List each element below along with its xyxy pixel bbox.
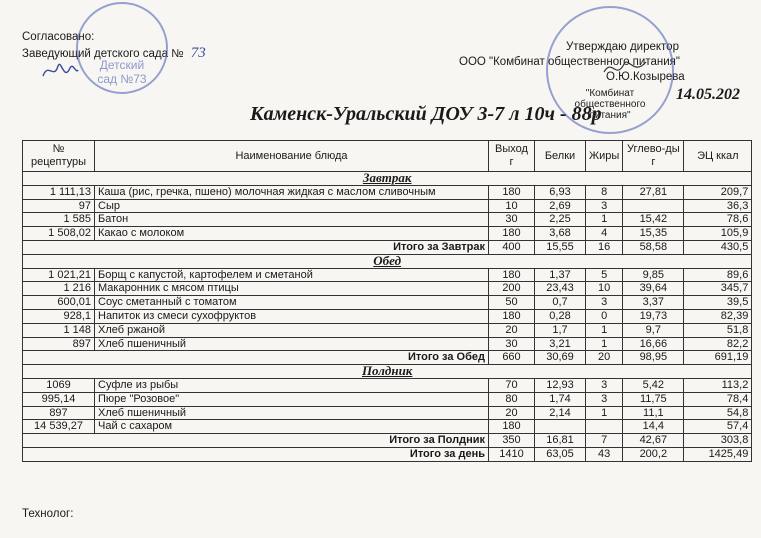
dish-output: 80 bbox=[489, 392, 535, 406]
total-kcal: 430,5 bbox=[684, 240, 752, 254]
dish-output: 180 bbox=[489, 420, 535, 434]
recipe-code: 1 021,21 bbox=[23, 268, 95, 282]
col-fats: Жиры bbox=[586, 141, 623, 172]
total-output: 350 bbox=[489, 434, 535, 448]
dish-output: 20 bbox=[489, 406, 535, 420]
day-total-output: 1410 bbox=[489, 447, 535, 461]
dish-output: 180 bbox=[489, 227, 535, 241]
dish-carbs: 5,42 bbox=[623, 378, 684, 392]
recipe-code: 897 bbox=[23, 337, 95, 351]
dish-fats: 1 bbox=[586, 337, 623, 351]
dish-kcal: 82,2 bbox=[684, 337, 752, 351]
recipe-code: 1069 bbox=[23, 378, 95, 392]
dish-name: Какао с молоком bbox=[95, 227, 489, 241]
stamp-text-5: питания" bbox=[589, 110, 631, 121]
table-row bbox=[23, 185, 752, 199]
company-name: ООО "Комбинат общественного питания" bbox=[459, 56, 680, 68]
dish-output: 20 bbox=[489, 323, 535, 337]
dish-fats: 3 bbox=[586, 378, 623, 392]
dish-proteins: 1,7 bbox=[535, 323, 586, 337]
dish-output: 30 bbox=[489, 213, 535, 227]
dish-kcal: 89,6 bbox=[684, 268, 752, 282]
section-header-snack bbox=[23, 365, 752, 379]
menu-table bbox=[22, 140, 752, 462]
director-name: О.Ю.Козырева bbox=[606, 71, 685, 83]
dish-fats: 5 bbox=[586, 268, 623, 282]
total-label: Итого за Полдник bbox=[23, 434, 489, 448]
dish-carbs: 3,37 bbox=[623, 296, 684, 310]
day-total-proteins: 63,05 bbox=[535, 447, 586, 461]
dish-proteins: 0,28 bbox=[535, 309, 586, 323]
stamp-text-3: "Комбинат bbox=[585, 88, 635, 99]
dish-fats: 1 bbox=[586, 323, 623, 337]
head-signature bbox=[40, 56, 80, 86]
total-carbs: 58,58 bbox=[623, 240, 684, 254]
table-row bbox=[23, 199, 752, 213]
section-total-row bbox=[23, 351, 752, 365]
col-kcal: ЭЦ ккал bbox=[684, 141, 752, 172]
dish-name: Пюре "Розовое" bbox=[95, 392, 489, 406]
recipe-code: 1 111,13 bbox=[23, 185, 95, 199]
dish-output: 180 bbox=[489, 185, 535, 199]
dish-output: 180 bbox=[489, 309, 535, 323]
section-title: Полдник bbox=[23, 365, 752, 379]
recipe-code: 1 508,02 bbox=[23, 227, 95, 241]
day-total-kcal: 1425,49 bbox=[684, 447, 752, 461]
dish-name: Борщ с капустой, картофелем и сметаной bbox=[95, 268, 489, 282]
dish-proteins: 12,93 bbox=[535, 378, 586, 392]
dish-output: 30 bbox=[489, 337, 535, 351]
total-proteins: 15,55 bbox=[535, 240, 586, 254]
dish-carbs: 15,42 bbox=[623, 213, 684, 227]
table-row bbox=[23, 227, 752, 241]
total-label: Итого за Обед bbox=[23, 351, 489, 365]
dish-fats: 1 bbox=[586, 406, 623, 420]
dish-fats: 3 bbox=[586, 392, 623, 406]
recipe-code: 1 148 bbox=[23, 323, 95, 337]
col-dish-name: Наименование блюда bbox=[95, 141, 489, 172]
dish-fats: 10 bbox=[586, 282, 623, 296]
dish-name: Соус сметанный с томатом bbox=[95, 296, 489, 310]
dish-carbs: 14,4 bbox=[623, 420, 684, 434]
stamp-text-2: сад №73 bbox=[97, 72, 147, 86]
dish-name: Каша (рис, гречка, пшено) молочная жидкая с маслом сливочным bbox=[95, 185, 489, 199]
total-carbs: 42,67 bbox=[623, 434, 684, 448]
dish-proteins: 3,21 bbox=[535, 337, 586, 351]
dish-name: Сыр bbox=[95, 199, 489, 213]
dish-fats: 3 bbox=[586, 199, 623, 213]
table-row bbox=[23, 406, 752, 420]
stamp-text-4: общественного bbox=[574, 99, 646, 110]
recipe-code: 995,14 bbox=[23, 392, 95, 406]
table-header-row bbox=[23, 141, 752, 172]
dish-name: Чай с сахаром bbox=[95, 420, 489, 434]
dish-proteins: 0,7 bbox=[535, 296, 586, 310]
dish-carbs: 19,73 bbox=[623, 309, 684, 323]
dish-name: Суфле из рыбы bbox=[95, 378, 489, 392]
table-row bbox=[23, 309, 752, 323]
dish-name: Напиток из смеси сухофруктов bbox=[95, 309, 489, 323]
dish-kcal: 54,8 bbox=[684, 406, 752, 420]
dish-output: 50 bbox=[489, 296, 535, 310]
dish-proteins: 2,69 bbox=[535, 199, 586, 213]
day-total-fats: 43 bbox=[586, 447, 623, 461]
table-row bbox=[23, 392, 752, 406]
kindergarten-number: 73 bbox=[190, 45, 206, 61]
table-row bbox=[23, 268, 752, 282]
dish-name: Хлеб пшеничный bbox=[95, 406, 489, 420]
page-title: Каменск-Уральский ДОУ 3-7 л 10ч - 88р bbox=[250, 103, 602, 125]
dish-kcal: 78,6 bbox=[684, 213, 752, 227]
agreement-label: Согласовано: bbox=[22, 31, 95, 43]
dish-carbs bbox=[623, 199, 684, 213]
col-recipe-number: № рецептуры bbox=[23, 141, 95, 172]
day-total-carbs: 200,2 bbox=[623, 447, 684, 461]
dish-fats: 8 bbox=[586, 185, 623, 199]
dish-carbs: 9,7 bbox=[623, 323, 684, 337]
menu-date: 14.05.202 bbox=[676, 86, 740, 103]
total-kcal: 691,19 bbox=[684, 351, 752, 365]
recipe-code: 1 585 bbox=[23, 213, 95, 227]
day-total-label: Итого за день bbox=[23, 447, 489, 461]
dish-fats bbox=[586, 420, 623, 434]
section-title: Завтрак bbox=[23, 172, 752, 186]
day-total-row bbox=[23, 447, 752, 461]
dish-proteins: 1,37 bbox=[535, 268, 586, 282]
dish-carbs: 9,85 bbox=[623, 268, 684, 282]
total-label: Итого за Завтрак bbox=[23, 240, 489, 254]
dish-output: 70 bbox=[489, 378, 535, 392]
kindergarten-stamp bbox=[76, 2, 168, 94]
dish-kcal: 39,5 bbox=[684, 296, 752, 310]
table-row bbox=[23, 282, 752, 296]
table-row bbox=[23, 323, 752, 337]
total-fats: 20 bbox=[586, 351, 623, 365]
total-fats: 7 bbox=[586, 434, 623, 448]
director-signature bbox=[600, 54, 650, 82]
total-fats: 16 bbox=[586, 240, 623, 254]
dish-proteins: 23,43 bbox=[535, 282, 586, 296]
dish-kcal: 51,8 bbox=[684, 323, 752, 337]
dish-output: 10 bbox=[489, 199, 535, 213]
table-row bbox=[23, 420, 752, 434]
table-row bbox=[23, 378, 752, 392]
recipe-code: 600,01 bbox=[23, 296, 95, 310]
total-proteins: 16,81 bbox=[535, 434, 586, 448]
section-total-row bbox=[23, 434, 752, 448]
dish-carbs: 11,75 bbox=[623, 392, 684, 406]
section-title: Обед bbox=[23, 254, 752, 268]
dish-proteins: 1,74 bbox=[535, 392, 586, 406]
recipe-code: 928,1 bbox=[23, 309, 95, 323]
dish-kcal: 36,3 bbox=[684, 199, 752, 213]
dish-output: 180 bbox=[489, 268, 535, 282]
dish-fats: 0 bbox=[586, 309, 623, 323]
section-header-lunch bbox=[23, 254, 752, 268]
dish-kcal: 209,7 bbox=[684, 185, 752, 199]
table-row bbox=[23, 296, 752, 310]
total-kcal: 303,8 bbox=[684, 434, 752, 448]
dish-fats: 1 bbox=[586, 213, 623, 227]
dish-kcal: 113,2 bbox=[684, 378, 752, 392]
total-output: 660 bbox=[489, 351, 535, 365]
dish-carbs: 39,64 bbox=[623, 282, 684, 296]
dish-proteins: 2,14 bbox=[535, 406, 586, 420]
total-carbs: 98,95 bbox=[623, 351, 684, 365]
approve-label: Утверждаю директор bbox=[566, 41, 679, 53]
dish-proteins bbox=[535, 420, 586, 434]
dish-kcal: 105,9 bbox=[684, 227, 752, 241]
dish-kcal: 345,7 bbox=[684, 282, 752, 296]
col-carbs: Углево-ды г bbox=[623, 141, 684, 172]
dish-kcal: 57,4 bbox=[684, 420, 752, 434]
section-header-breakfast bbox=[23, 172, 752, 186]
table-row bbox=[23, 213, 752, 227]
technologist-label: Технолог: bbox=[22, 508, 74, 520]
dish-carbs: 11,1 bbox=[623, 406, 684, 420]
dish-fats: 4 bbox=[586, 227, 623, 241]
recipe-code: 97 bbox=[23, 199, 95, 213]
recipe-code: 14 539,27 bbox=[23, 420, 95, 434]
recipe-code: 1 216 bbox=[23, 282, 95, 296]
dish-name: Батон bbox=[95, 213, 489, 227]
recipe-code: 897 bbox=[23, 406, 95, 420]
dish-carbs: 16,66 bbox=[623, 337, 684, 351]
dish-proteins: 6,93 bbox=[535, 185, 586, 199]
stamp-text-1: Детский bbox=[99, 58, 145, 72]
dish-name: Хлеб ржаной bbox=[95, 323, 489, 337]
col-output: Выход г bbox=[489, 141, 535, 172]
total-proteins: 30,69 bbox=[535, 351, 586, 365]
dish-name: Хлеб пшеничный bbox=[95, 337, 489, 351]
section-total-row bbox=[23, 240, 752, 254]
dish-output: 200 bbox=[489, 282, 535, 296]
dish-fats: 3 bbox=[586, 296, 623, 310]
dish-proteins: 3,68 bbox=[535, 227, 586, 241]
col-proteins: Белки bbox=[535, 141, 586, 172]
kindergarten-head-text: Заведующий детского сада № bbox=[22, 48, 184, 60]
dish-kcal: 82,39 bbox=[684, 309, 752, 323]
total-output: 400 bbox=[489, 240, 535, 254]
dish-kcal: 78,4 bbox=[684, 392, 752, 406]
dish-carbs: 15,35 bbox=[623, 227, 684, 241]
dish-carbs: 27,81 bbox=[623, 185, 684, 199]
dish-name: Макаронник с мясом птицы bbox=[95, 282, 489, 296]
table-row bbox=[23, 337, 752, 351]
dish-proteins: 2,25 bbox=[535, 213, 586, 227]
